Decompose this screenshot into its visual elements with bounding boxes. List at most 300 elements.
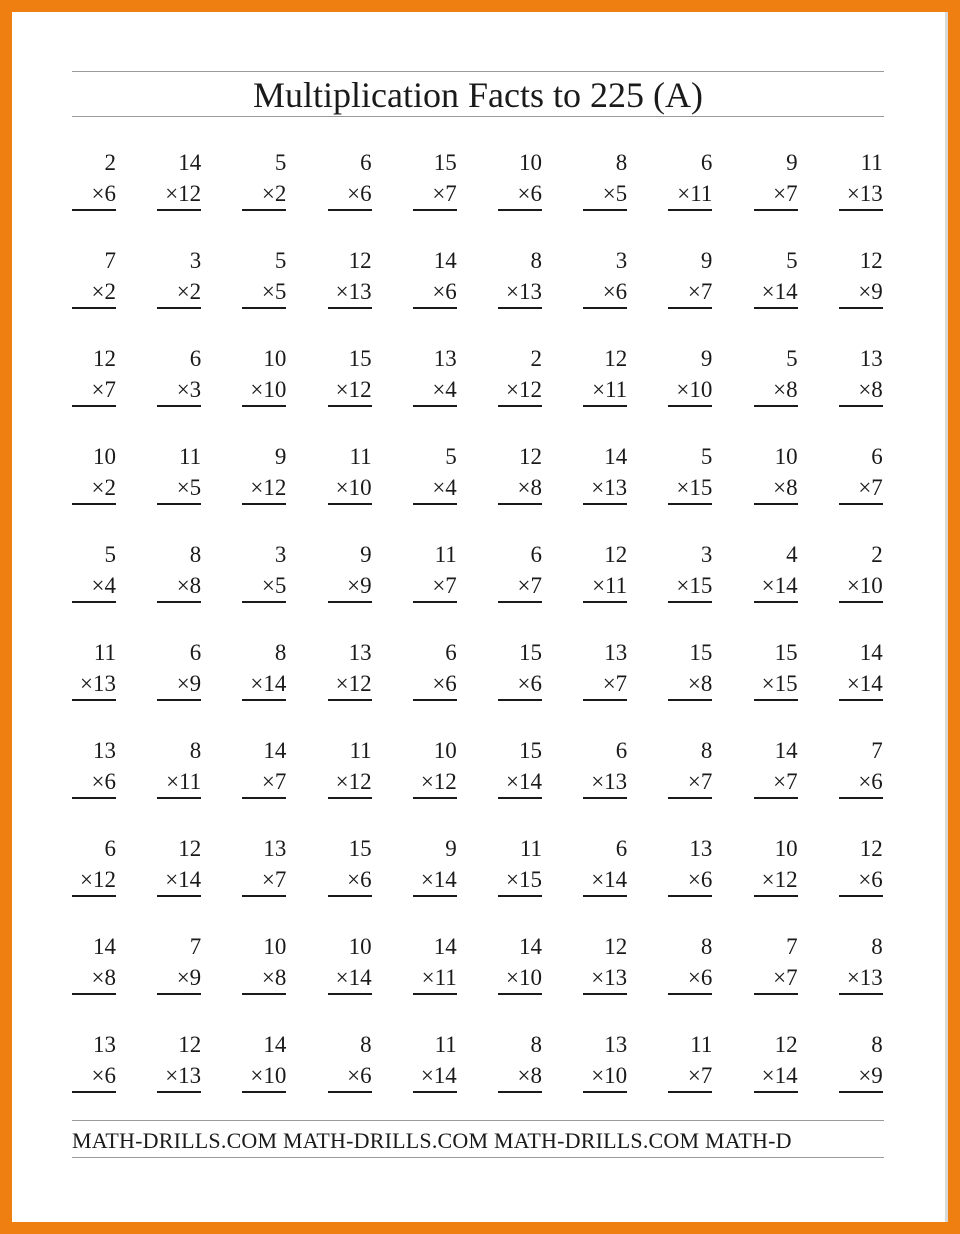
multiplication-problem (413, 343, 457, 407)
multiplicand: 12 (859, 248, 883, 273)
multiplication-problem (668, 147, 712, 211)
multiplier: ×14 (498, 766, 542, 799)
multiplicand: 13 (689, 836, 713, 861)
multiplicand: 14 (859, 640, 883, 665)
multiplication-problem (839, 931, 883, 995)
multiplication-problem (754, 343, 798, 407)
multiplier: ×6 (328, 178, 372, 211)
multiplicand: 3 (700, 542, 713, 567)
multiplicand: 14 (604, 444, 628, 469)
multiplicand: 5 (274, 248, 287, 273)
multiplier: ×13 (72, 668, 116, 701)
multiplier: ×6 (498, 178, 542, 211)
multiplication-problem (72, 147, 116, 211)
multiplier: ×7 (668, 766, 712, 799)
multiplicand: 10 (263, 934, 287, 959)
multiplication-problem (498, 539, 542, 603)
multiplication-problem (754, 833, 798, 897)
multiplication-problem (328, 343, 372, 407)
multiplier: ×2 (72, 276, 116, 309)
multiplication-problem (839, 343, 883, 407)
multiplicand: 3 (615, 248, 628, 273)
multiplier: ×6 (72, 178, 116, 211)
multiplier: ×6 (839, 766, 883, 799)
multiplication-problem (754, 1029, 798, 1093)
multiplication-problem (498, 245, 542, 309)
multiplication-problem (328, 931, 372, 995)
multiplication-problem (754, 637, 798, 701)
multiplication-problem (328, 833, 372, 897)
multiplier: ×14 (754, 570, 798, 603)
multiplier: ×7 (754, 178, 798, 211)
multiplier: ×14 (583, 864, 627, 897)
multiplication-problem (839, 1029, 883, 1093)
multiplication-problem (242, 147, 286, 211)
multiplier: ×6 (413, 668, 457, 701)
multiplier: ×7 (413, 178, 457, 211)
multiplier: ×8 (839, 374, 883, 407)
multiplier: ×7 (754, 766, 798, 799)
multiplication-problem (157, 637, 201, 701)
multiplicand: 3 (189, 248, 202, 273)
multiplicand: 11 (434, 542, 457, 567)
multiplicand: 14 (178, 150, 202, 175)
multiplier: ×13 (583, 962, 627, 995)
multiplication-problem (242, 343, 286, 407)
multiplier: ×7 (72, 374, 116, 407)
multiplicand: 15 (774, 640, 798, 665)
multiplicand: 11 (349, 444, 372, 469)
multiplicand: 2 (871, 542, 883, 567)
multiplicand: 15 (433, 150, 457, 175)
multiplicand: 14 (93, 934, 116, 959)
multiplicand: 12 (774, 1032, 798, 1057)
multiplier: ×13 (498, 276, 542, 309)
multiplication-problem (72, 245, 116, 309)
multiplication-problem (754, 441, 798, 505)
multiplier: ×14 (242, 668, 286, 701)
multiplicand: 10 (774, 836, 798, 861)
multiplication-problem (157, 343, 201, 407)
multiplier: ×12 (754, 864, 798, 897)
multiplicand: 10 (519, 150, 542, 175)
multiplication-problem (328, 441, 372, 505)
multiplication-problem (413, 637, 457, 701)
multiplication-problem (157, 441, 201, 505)
multiplication-problem (413, 833, 457, 897)
multiplier: ×9 (839, 276, 883, 309)
multiplication-problem (413, 539, 457, 603)
multiplier: ×5 (242, 276, 286, 309)
multiplicand: 9 (700, 248, 713, 273)
multiplier: ×8 (498, 1060, 542, 1093)
multiplier: ×4 (413, 374, 457, 407)
multiplier: ×13 (839, 962, 883, 995)
multiplier: ×5 (583, 178, 627, 211)
multiplication-problem (583, 637, 627, 701)
multiplication-problem (583, 441, 627, 505)
multiplier: ×14 (839, 668, 883, 701)
multiplication-problem (328, 637, 372, 701)
multiplicand: 6 (445, 640, 457, 665)
multiplier: ×11 (157, 766, 201, 799)
multiplicand: 8 (530, 1032, 542, 1057)
multiplicand: 11 (93, 640, 116, 665)
multiplicand: 12 (519, 444, 542, 469)
multiplicand: 6 (104, 836, 116, 861)
multiplier: ×7 (668, 1060, 712, 1093)
multiplicand: 11 (434, 1032, 457, 1057)
multiplier: ×6 (328, 864, 372, 897)
multiplication-problem (668, 539, 712, 603)
multiplication-problem (583, 343, 627, 407)
multiplier: ×5 (157, 472, 201, 505)
multiplier: ×6 (668, 962, 712, 995)
multiplicand: 7 (786, 934, 798, 959)
multiplicand: 8 (189, 738, 202, 763)
multiplication-problem (413, 735, 457, 799)
multiplier: ×15 (498, 864, 542, 897)
multiplication-problem (72, 735, 116, 799)
multiplicand: 9 (274, 444, 287, 469)
multiplier: ×6 (583, 276, 627, 309)
multiplicand: 6 (871, 444, 883, 469)
multiplication-problem (668, 931, 712, 995)
multiplier: ×8 (754, 472, 798, 505)
multiplier: ×15 (668, 472, 712, 505)
multiplication-problem (754, 147, 798, 211)
multiplier: ×14 (157, 864, 201, 897)
multiplier: ×6 (498, 668, 542, 701)
multiplicand: 13 (859, 346, 883, 371)
multiplicand: 12 (604, 346, 628, 371)
multiplicand: 4 (786, 542, 798, 567)
multiplier: ×3 (157, 374, 201, 407)
multiplicand: 13 (93, 738, 116, 763)
multiplicand: 14 (263, 1032, 287, 1057)
multiplicand: 11 (519, 836, 542, 861)
multiplicand: 8 (871, 1032, 883, 1057)
multiplicand: 12 (604, 934, 628, 959)
multiplication-problem (72, 441, 116, 505)
multiplication-problem (72, 1029, 116, 1093)
multiplier: ×13 (583, 472, 627, 505)
multiplier: ×7 (583, 668, 627, 701)
multiplier: ×12 (328, 766, 372, 799)
multiplicand: 6 (360, 150, 372, 175)
multiplicand: 5 (786, 248, 798, 273)
multiplicand: 15 (519, 738, 542, 763)
multiplier: ×6 (668, 864, 712, 897)
multiplicand: 2 (530, 346, 542, 371)
multiplier: ×10 (583, 1060, 627, 1093)
multiplier: ×13 (839, 178, 883, 211)
multiplicand: 8 (530, 248, 542, 273)
multiplier: ×11 (413, 962, 457, 995)
multiplicand: 12 (178, 1032, 202, 1057)
multiplicand: 8 (360, 1032, 372, 1057)
multiplier: ×14 (413, 1060, 457, 1093)
title-bottom-rule (72, 116, 884, 117)
multiplication-problem (498, 343, 542, 407)
multiplier: ×14 (328, 962, 372, 995)
multiplier: ×10 (242, 374, 286, 407)
worksheet-title: Multiplication Facts to 225 (A) (253, 75, 703, 115)
multiplication-problem (328, 735, 372, 799)
multiplication-problem (242, 441, 286, 505)
multiplication-problem (72, 539, 116, 603)
multiplicand: 8 (871, 934, 883, 959)
multiplicand: 8 (700, 934, 713, 959)
multiplication-problem (668, 637, 712, 701)
multiplicand: 12 (93, 346, 116, 371)
multiplier: ×6 (839, 864, 883, 897)
multiplier: ×8 (498, 472, 542, 505)
multiplier: ×12 (157, 178, 201, 211)
multiplier: ×9 (157, 962, 201, 995)
multiplier: ×7 (668, 276, 712, 309)
multiplicand: 12 (859, 836, 883, 861)
multiplier: ×14 (754, 276, 798, 309)
multiplier: ×8 (242, 962, 286, 995)
multiplicand: 5 (445, 444, 457, 469)
multiplicand: 13 (433, 346, 457, 371)
multiplication-problem (583, 147, 627, 211)
multiplier: ×2 (157, 276, 201, 309)
worksheet-page (12, 12, 948, 1222)
multiplication-problem (157, 245, 201, 309)
multiplicand: 10 (774, 444, 798, 469)
multiplicand: 13 (604, 1032, 628, 1057)
multiplier: ×15 (668, 570, 712, 603)
multiplicand: 10 (93, 444, 116, 469)
multiplier: ×12 (328, 668, 372, 701)
multiplication-problem (754, 245, 798, 309)
multiplicand: 8 (615, 150, 628, 175)
multiplier: ×7 (413, 570, 457, 603)
multiplier: ×7 (242, 864, 286, 897)
multiplication-problem (157, 735, 201, 799)
multiplication-problem (328, 539, 372, 603)
multiplier: ×4 (72, 570, 116, 603)
multiplier: ×10 (328, 472, 372, 505)
multiplicand: 14 (433, 248, 457, 273)
multiplicand: 11 (690, 1032, 713, 1057)
multiplication-problem (498, 441, 542, 505)
multiplicand: 14 (519, 934, 542, 959)
multiplicand: 8 (700, 738, 713, 763)
multiplicand: 11 (349, 738, 372, 763)
multiplication-problem (157, 1029, 201, 1093)
multiplicand: 6 (189, 346, 202, 371)
multiplicand: 12 (348, 248, 372, 273)
multiplicand: 5 (786, 346, 798, 371)
multiplicand: 8 (189, 542, 202, 567)
multiplier: ×9 (328, 570, 372, 603)
multiplier: ×13 (583, 766, 627, 799)
multiplication-problem (498, 931, 542, 995)
multiplier: ×10 (668, 374, 712, 407)
multiplier: ×15 (754, 668, 798, 701)
multiplier: ×8 (668, 668, 712, 701)
multiplication-problem (498, 147, 542, 211)
multiplicand: 6 (530, 542, 542, 567)
multiplicand: 15 (519, 640, 542, 665)
multiplicand: 15 (348, 836, 372, 861)
multiplicand: 7 (871, 738, 883, 763)
multiplicand: 13 (604, 640, 628, 665)
multiplicand: 12 (178, 836, 202, 861)
multiplicand: 7 (189, 934, 202, 959)
multiplier: ×13 (328, 276, 372, 309)
multiplication-problem (498, 637, 542, 701)
multiplier: ×2 (242, 178, 286, 211)
multiplication-problem (668, 441, 712, 505)
multiplicand: 13 (263, 836, 287, 861)
multiplicand: 7 (104, 248, 116, 273)
multiplication-problem (157, 147, 201, 211)
multiplier: ×6 (328, 1060, 372, 1093)
multiplier: ×8 (72, 962, 116, 995)
multiplication-problem (157, 539, 201, 603)
multiplier: ×11 (583, 570, 627, 603)
multiplier: ×7 (754, 962, 798, 995)
multiplication-problem (242, 539, 286, 603)
footer-branding: MATH-DRILLS.COM MATH-DRILLS.COM MATH-DRILLS.COM MATH-D (72, 1128, 792, 1153)
multiplier: ×14 (754, 1060, 798, 1093)
multiplicand: 11 (860, 150, 883, 175)
multiplicand: 9 (700, 346, 713, 371)
multiplier: ×6 (72, 766, 116, 799)
multiplier: ×11 (668, 178, 712, 211)
multiplication-problem (498, 735, 542, 799)
multiplication-problem (242, 735, 286, 799)
multiplication-problem (498, 1029, 542, 1093)
multiplicand: 9 (445, 836, 457, 861)
multiplicand: 14 (774, 738, 798, 763)
multiplication-problem (72, 931, 116, 995)
multiplication-problem (839, 441, 883, 505)
multiplication-problem (754, 539, 798, 603)
multiplicand: 13 (93, 1032, 116, 1057)
multiplication-problem (72, 833, 116, 897)
multiplication-problem (583, 1029, 627, 1093)
multiplicand: 9 (786, 150, 798, 175)
multiplier: ×10 (839, 570, 883, 603)
multiplier: ×10 (498, 962, 542, 995)
multiplicand: 6 (615, 738, 628, 763)
multiplier: ×12 (72, 864, 116, 897)
multiplication-problem (583, 931, 627, 995)
multiplicand: 3 (274, 542, 287, 567)
multiplication-problem (839, 147, 883, 211)
multiplier: ×11 (583, 374, 627, 407)
multiplicand: 6 (189, 640, 202, 665)
multiplication-problem (242, 1029, 286, 1093)
multiplication-problem (668, 735, 712, 799)
multiplier: ×10 (242, 1060, 286, 1093)
multiplier: ×6 (413, 276, 457, 309)
multiplicand: 14 (263, 738, 287, 763)
multiplicand: 5 (104, 542, 116, 567)
multiplicand: 12 (604, 542, 628, 567)
multiplication-problem (328, 1029, 372, 1093)
multiplication-problem (413, 931, 457, 995)
multiplicand: 10 (348, 934, 372, 959)
multiplication-problem (754, 931, 798, 995)
footer-bottom-rule (72, 1157, 884, 1158)
multiplicand: 5 (700, 444, 713, 469)
multiplier: ×7 (242, 766, 286, 799)
multiplier: ×2 (72, 472, 116, 505)
multiplication-problem (242, 637, 286, 701)
multiplication-problem (413, 1029, 457, 1093)
multiplicand: 15 (689, 640, 713, 665)
multiplication-problem (668, 245, 712, 309)
multiplication-problem (413, 441, 457, 505)
multiplication-problem (242, 833, 286, 897)
multiplication-problem (583, 245, 627, 309)
multiplication-problem (72, 637, 116, 701)
multiplicand: 5 (274, 150, 287, 175)
multiplication-problem (583, 735, 627, 799)
multiplication-problem (328, 245, 372, 309)
multiplier: ×9 (839, 1060, 883, 1093)
multiplicand: 11 (179, 444, 202, 469)
multiplication-problem (839, 637, 883, 701)
multiplication-problem (668, 833, 712, 897)
multiplicand: 15 (348, 346, 372, 371)
multiplication-problem (668, 343, 712, 407)
multiplier: ×6 (72, 1060, 116, 1093)
multiplication-problem (242, 245, 286, 309)
multiplication-problem (498, 833, 542, 897)
multiplier: ×13 (157, 1060, 201, 1093)
multiplicand: 2 (104, 150, 116, 175)
multiplier: ×12 (498, 374, 542, 407)
multiplication-problem (413, 245, 457, 309)
multiplier: ×12 (242, 472, 286, 505)
multiplier: ×5 (242, 570, 286, 603)
multiplicand: 9 (360, 542, 372, 567)
multiplier: ×8 (157, 570, 201, 603)
multiplication-problem (839, 245, 883, 309)
multiplicand: 14 (433, 934, 457, 959)
multiplication-problem (668, 1029, 712, 1093)
multiplicand: 13 (348, 640, 372, 665)
multiplication-problem (242, 931, 286, 995)
title-top-rule (72, 71, 884, 72)
multiplicand: 10 (263, 346, 287, 371)
multiplication-problem (839, 735, 883, 799)
multiplication-problem (328, 147, 372, 211)
multiplier: ×7 (498, 570, 542, 603)
footer-top-rule (72, 1120, 884, 1121)
multiplier: ×14 (413, 864, 457, 897)
multiplication-problem (72, 343, 116, 407)
multiplier: ×9 (157, 668, 201, 701)
multiplication-problem (583, 539, 627, 603)
multiplication-problem (157, 931, 201, 995)
multiplication-problem (583, 833, 627, 897)
multiplier: ×4 (413, 472, 457, 505)
multiplication-problem (413, 147, 457, 211)
multiplicand: 10 (433, 738, 457, 763)
multiplier: ×7 (839, 472, 883, 505)
multiplier: ×12 (413, 766, 457, 799)
multiplicand: 6 (700, 150, 713, 175)
multiplication-problem (754, 735, 798, 799)
